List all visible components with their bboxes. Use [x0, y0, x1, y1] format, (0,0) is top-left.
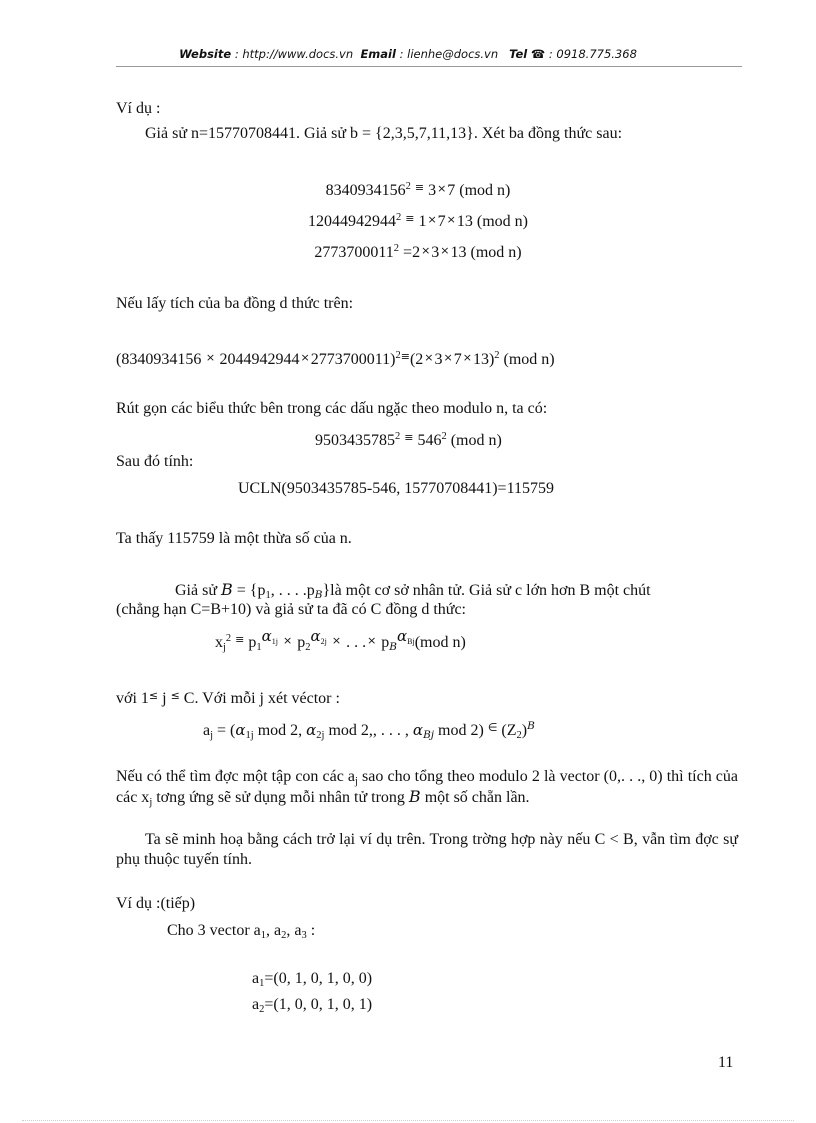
website-value[interactable]: : http://www.docs.vn — [234, 47, 354, 61]
illustrate-paragraph: Ta sẽ minh hoạ bằng cách trở lại ví dụ trên. Trong trờng hợp này nếu C < B, vẫn tìm đợc sự phụ thuộc tuyến tính. — [116, 831, 738, 868]
subset-paragraph: Nếu có thể tìm đợc một tập con các $a_j$ sao cho tổng theo modulo 2 là vector (0,. . ., 0) thì tích của các $x_j$ tơng ứng sẽ sử dụng mỗi nhân tử trong B một số chẵn lần. — [116, 768, 738, 808]
congruence-2: 12044942944$^2$ ≡ 1×7×13 (mod n) — [307, 212, 528, 230]
email-value[interactable]: : lienhe@docs.vn — [399, 47, 499, 61]
page-number: 11 — [718, 1054, 734, 1071]
header-contact-line — [0, 47, 816, 61]
phone-icon: ☎ — [530, 47, 546, 61]
header-rule — [116, 66, 742, 67]
example2-heading: Ví dụ :(tiếp) — [116, 895, 196, 912]
factor-base-line: Giả sử $B = \{p_1$, . . . $.p_B\}là$ một cơ sở nhân tử. Giả sử c lớn hơn B một chút — [175, 580, 651, 601]
vector-def-formula: $a_j = (\alpha_{1j}$ mod 2, $\alpha_{2j}$ mod 2,, . . . , $\alpha_{Bj}$ mod 2) ∈ $(Z_2)^B$ — [203, 720, 535, 741]
vector-a2: $a_2=(1$, 0, 0, 1, 0, 1) — [252, 996, 373, 1015]
reduce-text: Rút gọn các biểu thức bên trong các dấu ngặc theo modulo n, ta có: — [116, 400, 548, 417]
website-label: Website — [179, 47, 232, 61]
tel-value: : 0918.775.368 — [548, 47, 637, 61]
congruence-1: 8340934156$^2$ ≡ 3×7 (mod n) — [325, 181, 511, 199]
congruence-count-line: (chẳng hạn C=B+10) và giả sử ta đã có C đồng d thức: — [116, 601, 466, 618]
factor-note: Ta thấy 115759 là một thừa số của n. — [116, 530, 352, 547]
example-heading: Ví dụ : — [116, 100, 161, 117]
gcd-intro: Sau đó tính: — [116, 453, 194, 470]
footer-rule — [22, 1120, 794, 1121]
congruence-3: 2773700011$^2$ =2×3×13 (mod n) — [314, 243, 522, 261]
reduce-formula: 9503435785$^2$ ≡ $546^2$ (mod n) — [315, 431, 502, 449]
tel-label: Tel — [509, 47, 528, 61]
example2-intro: Cho 3 vector $a_1$, $a_2$, $a_3$ : — [167, 922, 316, 941]
vector-a1: $a_1=(0$, 1, 0, 1, 0, 0) — [252, 970, 373, 989]
email-label: Email — [360, 47, 396, 61]
gcd-formula: UCLN(9503435785-546, 15770708441)=115759 — [238, 480, 554, 497]
example-intro: Giả sử n=15770708441. Giả sử b = {2,3,5,7,11,13}. Xét ba đồng thức sau: — [145, 125, 623, 142]
product-intro: Nếu lấy tích của ba đồng d thức trên: — [116, 295, 354, 312]
product-formula: $(8340934156 \times 2044942944\times 2773700011)^{2\equiv}(2\times 3\times 7\times 13)^2$ (mod n) — [116, 350, 555, 368]
vector-def-text: với 1≤ j ≤ C. Với mỗi j xét véctor : — [116, 689, 340, 707]
xj-formula: $x_j^2$ ≡ $p_1^{\alpha_{1j}} \times p_2^{\alpha_{2j}}$ × . . .× $p_B^{\alpha_{Bj}}(mod$ n) — [215, 627, 466, 653]
